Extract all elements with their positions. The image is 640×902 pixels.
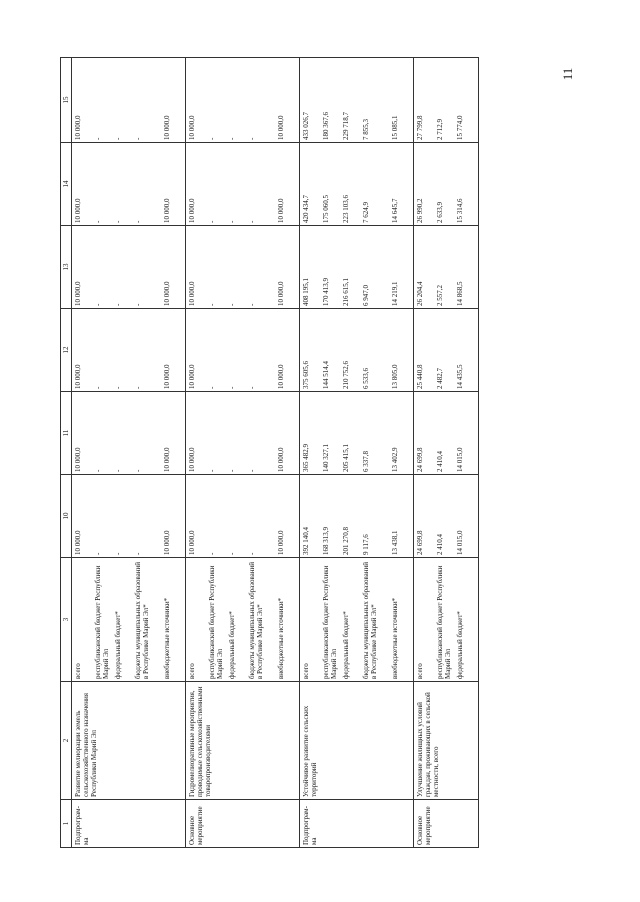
amount-value: 10 000,0 [188, 198, 196, 223]
funding-source-label: внебюджетные источники* [277, 597, 285, 679]
program-name-cell: Гидромелиоративные мероприятия, проводимые сельскохозяйственными товаропроизводителями [186, 682, 300, 800]
amount-value: 26 990,2 [416, 198, 424, 223]
amount-value: 375 605,6 [302, 361, 310, 389]
amount-value: 10 000,0 [277, 115, 285, 140]
year-value-cell [72, 58, 186, 143]
amount-value: - [114, 552, 122, 555]
amount-value: 210 752,6 [342, 361, 350, 389]
funding-source-label: бюджеты муниципальных образований в Республике Марий Эл* [134, 561, 151, 679]
amount-value: 2 410,4 [436, 534, 444, 555]
funding-source-label: всего [302, 663, 310, 679]
amount-value: 6 337,8 [362, 451, 370, 472]
funding-source-label: внебюджетные источники* [163, 597, 171, 679]
year-value-cell [414, 475, 479, 558]
amount-value: 6 947,0 [362, 285, 370, 306]
amount-value: 10 000,0 [74, 115, 82, 140]
funding-sources-cell [186, 558, 300, 682]
year-value-cell [300, 58, 414, 143]
amount-value: - [248, 469, 256, 472]
amount-value: 2 410,4 [436, 451, 444, 472]
amount-value: 10 000,0 [188, 530, 196, 555]
amount-value: 140 327,1 [322, 444, 330, 472]
program-type-cell: Основное мероприятие [186, 800, 300, 848]
amount-value: 433 026,7 [302, 112, 310, 140]
amount-value: 24 699,8 [416, 530, 424, 555]
program-name-cell: Развитие мелиорации земель сельскохозяйственного назначения Республики Марий Эл [72, 682, 186, 800]
amount-value: 9 117,6 [362, 534, 370, 555]
amount-value: 7 855,3 [362, 119, 370, 140]
budget-table [60, 57, 479, 848]
column-header: 13 [61, 226, 72, 309]
amount-value: 10 000,0 [277, 198, 285, 223]
amount-value: 205 415,1 [342, 444, 350, 472]
funding-source-label: федеральный бюджет* [114, 611, 122, 679]
amount-value: 10 000,0 [74, 447, 82, 472]
amount-value: 144 514,4 [322, 361, 330, 389]
year-value-cell [186, 226, 300, 309]
funding-source-label: бюджеты муниципальных образований в Республике Марий Эл* [362, 561, 379, 679]
amount-value: - [114, 220, 122, 223]
year-value-cell [414, 58, 479, 143]
amount-value: - [228, 220, 236, 223]
year-value-cell [414, 392, 479, 475]
amount-value: 14 868,5 [456, 281, 464, 306]
funding-source-label: республиканский бюджет Республики Марий Эл [94, 565, 111, 679]
amount-value: 15 774,0 [456, 115, 464, 140]
year-value-cell [72, 226, 186, 309]
funding-source-label: всего [188, 663, 196, 679]
year-value-cell [300, 392, 414, 475]
amount-value: 14 015,0 [456, 447, 464, 472]
amount-value: 15 085,1 [391, 115, 399, 140]
amount-value: 10 000,0 [163, 447, 171, 472]
amount-value: - [134, 552, 142, 555]
amount-value: 7 624,9 [362, 202, 370, 223]
amount-value: 10 000,0 [74, 530, 82, 555]
table-header-row [61, 58, 72, 848]
amount-value: - [228, 469, 236, 472]
amount-value: 13 438,1 [391, 530, 399, 555]
year-value-cell [72, 309, 186, 392]
amount-value: 14 645,7 [391, 198, 399, 223]
amount-value: 10 000,0 [188, 281, 196, 306]
funding-source-label: федеральный бюджет* [228, 611, 236, 679]
amount-value: - [94, 303, 102, 306]
year-value-cell [72, 143, 186, 226]
amount-value: - [94, 137, 102, 140]
amount-value: 10 000,0 [74, 364, 82, 389]
funding-source-label: бюджеты муниципальных образований в Республике Марий Эл* [248, 561, 265, 679]
amount-value: 15 314,6 [456, 198, 464, 223]
funding-sources-cell [300, 558, 414, 682]
amount-value: - [248, 552, 256, 555]
year-value-cell [72, 475, 186, 558]
amount-value: 25 440,8 [416, 364, 424, 389]
amount-value: - [208, 137, 216, 140]
table-row [72, 58, 186, 848]
amount-value: 10 000,0 [163, 530, 171, 555]
program-type-cell: Подпрограм-ма [72, 800, 186, 848]
column-header: 3 [61, 558, 72, 682]
amount-value: - [228, 303, 236, 306]
amount-value: 2 712,9 [436, 119, 444, 140]
amount-value: 2 482,7 [436, 368, 444, 389]
funding-source-label: всего [74, 663, 82, 679]
funding-source-label: республиканский бюджет Республики Марий Эл [322, 565, 339, 679]
amount-value: - [208, 220, 216, 223]
amount-value: - [94, 386, 102, 389]
program-name-cell: Улучшение жилищных условий граждан, проживающих в сельской местности, всего [414, 682, 479, 800]
rotated-table-container [60, 58, 464, 848]
table-body [72, 58, 479, 848]
amount-value: - [228, 552, 236, 555]
column-header: 1 [61, 800, 72, 848]
amount-value: 180 367,6 [322, 112, 330, 140]
funding-source-label: республиканский бюджет Республики Марий Эл [208, 565, 225, 679]
amount-value: 24 699,8 [416, 447, 424, 472]
funding-source-label: республиканский бюджет Республики Марий Эл [436, 565, 453, 679]
year-value-cell [186, 143, 300, 226]
funding-sources-cell [72, 558, 186, 682]
year-value-cell [414, 143, 479, 226]
amount-value: - [248, 220, 256, 223]
amount-value: - [228, 137, 236, 140]
amount-value: - [248, 386, 256, 389]
amount-value: 6 533,6 [362, 368, 370, 389]
amount-value: 10 000,0 [74, 281, 82, 306]
amount-value: 420 434,7 [302, 195, 310, 223]
amount-value: - [114, 469, 122, 472]
amount-value: 365 482,9 [302, 444, 310, 472]
program-type-cell: Подпрограм-ма [300, 800, 414, 848]
amount-value: - [228, 386, 236, 389]
amount-value: - [94, 469, 102, 472]
amount-value: 27 799,8 [416, 115, 424, 140]
amount-value: 170 413,9 [322, 278, 330, 306]
funding-source-label: федеральный бюджет* [456, 611, 464, 679]
amount-value: 10 000,0 [163, 281, 171, 306]
amount-value: - [134, 137, 142, 140]
amount-value: 13 402,9 [391, 447, 399, 472]
program-name-cell: Устойчивое развитие сельских территорий [300, 682, 414, 800]
amount-value: 2 557,2 [436, 285, 444, 306]
amount-value: - [114, 386, 122, 389]
year-value-cell [300, 226, 414, 309]
amount-value: 10 000,0 [277, 364, 285, 389]
amount-value: - [134, 469, 142, 472]
amount-value: - [208, 303, 216, 306]
amount-value: 10 000,0 [163, 115, 171, 140]
funding-source-label: федеральный бюджет* [342, 611, 350, 679]
amount-value: 229 718,7 [342, 112, 350, 140]
amount-value: - [134, 220, 142, 223]
amount-value: 223 103,6 [342, 195, 350, 223]
table-row [414, 58, 479, 848]
amount-value: 10 000,0 [163, 198, 171, 223]
year-value-cell [72, 392, 186, 475]
amount-value: - [208, 552, 216, 555]
amount-value: 10 000,0 [74, 198, 82, 223]
amount-value: - [248, 303, 256, 306]
column-header: 14 [61, 143, 72, 226]
column-header: 15 [61, 58, 72, 143]
amount-value: - [114, 303, 122, 306]
amount-value: 10 000,0 [277, 530, 285, 555]
amount-value: - [208, 469, 216, 472]
year-value-cell [414, 309, 479, 392]
amount-value: 14 435,5 [456, 364, 464, 389]
table-row [186, 58, 300, 848]
amount-value: - [208, 386, 216, 389]
amount-value: 13 805,0 [391, 364, 399, 389]
program-type-cell: Основное мероприятие [414, 800, 479, 848]
amount-value: - [134, 303, 142, 306]
year-value-cell [300, 143, 414, 226]
amount-value: 216 615,1 [342, 278, 350, 306]
amount-value: 10 000,0 [163, 364, 171, 389]
column-header: 10 [61, 475, 72, 558]
amount-value: 201 270,8 [342, 527, 350, 555]
table-row [300, 58, 414, 848]
year-value-cell [414, 226, 479, 309]
amount-value: 10 000,0 [188, 364, 196, 389]
amount-value: 10 000,0 [188, 115, 196, 140]
amount-value: 168 313,9 [322, 527, 330, 555]
year-value-cell [300, 475, 414, 558]
amount-value: - [94, 552, 102, 555]
amount-value: 175 060,5 [322, 195, 330, 223]
amount-value: 10 000,0 [277, 281, 285, 306]
year-value-cell [186, 309, 300, 392]
amount-value: - [134, 386, 142, 389]
column-header: 11 [61, 392, 72, 475]
amount-value: 392 140,4 [302, 527, 310, 555]
amount-value: 2 633,9 [436, 202, 444, 223]
amount-value: - [248, 137, 256, 140]
column-header: 12 [61, 309, 72, 392]
amount-value: - [114, 137, 122, 140]
year-value-cell [186, 58, 300, 143]
year-value-cell [186, 392, 300, 475]
page-number: 11 [560, 67, 575, 81]
amount-value: 26 204,4 [416, 281, 424, 306]
column-header: 2 [61, 682, 72, 800]
amount-value: 408 195,1 [302, 278, 310, 306]
funding-source-label: всего [416, 663, 424, 679]
amount-value: 14 219,1 [391, 281, 399, 306]
funding-sources-cell [414, 558, 479, 682]
year-value-cell [186, 475, 300, 558]
amount-value: 14 015,0 [456, 530, 464, 555]
amount-value: 10 000,0 [188, 447, 196, 472]
amount-value: - [94, 220, 102, 223]
amount-value: 10 000,0 [277, 447, 285, 472]
year-value-cell [300, 309, 414, 392]
funding-source-label: внебюджетные источники* [391, 597, 399, 679]
